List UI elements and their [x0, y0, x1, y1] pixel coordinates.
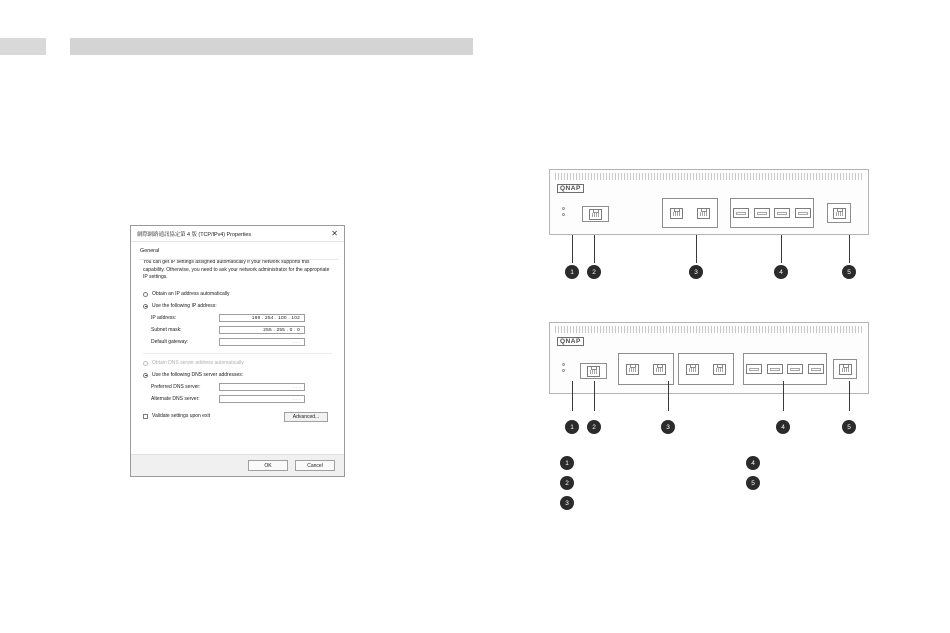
aux-port-group-top — [827, 203, 851, 223]
callout-bullet-top-4: 4 — [774, 265, 788, 279]
dialog-footer — [131, 454, 344, 476]
radio-manual-dns-label: Use the following DNS server addresses: — [152, 372, 244, 379]
callout-leader — [594, 235, 595, 263]
rj45-port-icon — [833, 208, 846, 219]
callout-bullet-bottom-1: 1 — [565, 420, 579, 434]
led-indicators-bottom — [562, 363, 572, 375]
rj45-port-group-bottom-a — [618, 353, 674, 385]
radio-auto-ip-icon[interactable] — [143, 292, 148, 297]
callout-bullet-top-3: 3 — [689, 265, 703, 279]
legend-bullet-5: 5 — [746, 476, 760, 490]
sfp-port-icon — [733, 208, 749, 218]
callout-bullet-top-2: 2 — [587, 265, 601, 279]
dialog-titlebar — [131, 226, 344, 242]
management-port-group-top — [582, 206, 609, 222]
radio-row-auto-dns[interactable] — [139, 359, 336, 368]
subnet-mask-label: Subnet mask: — [151, 327, 182, 334]
radio-row-manual-ip[interactable] — [139, 302, 336, 311]
ip-address-label: IP address: — [151, 315, 177, 322]
radio-row-manual-dns[interactable] — [139, 371, 336, 380]
callout-leader — [594, 381, 595, 411]
header-bar-left — [0, 38, 46, 55]
callout-bullet-bottom-4: 4 — [776, 420, 790, 434]
subnet-mask-input[interactable]: 255 . 255 . 0 . 0 — [219, 326, 305, 334]
alternate-dns-label: Alternate DNS server: — [151, 396, 200, 403]
sfp-port-icon — [774, 208, 790, 218]
ok-button[interactable]: OK — [248, 460, 288, 471]
sfp-port-icon — [767, 364, 783, 374]
radio-manual-ip-label: Use the following IP address: — [152, 303, 217, 310]
callout-leader — [572, 381, 573, 411]
radio-auto-ip-label: Obtain an IP address automatically — [152, 291, 230, 298]
sfp-port-icon — [795, 208, 811, 218]
callout-leader — [849, 381, 850, 411]
led-icon — [562, 363, 565, 366]
radio-row-auto-ip[interactable] — [139, 290, 336, 299]
callout-leader — [696, 235, 697, 263]
field-row-default-gateway — [139, 338, 336, 347]
preferred-dns-input[interactable]: . . . — [219, 383, 305, 391]
callout-leader — [572, 235, 573, 263]
brand-logo-bottom: QNAP — [557, 337, 584, 346]
legend-item-3 — [560, 496, 580, 510]
tab-general[interactable]: General — [140, 248, 160, 254]
cancel-button[interactable]: Cancel — [295, 460, 335, 471]
ip-address-input[interactable]: 169 . 254 . 100 . 102 — [219, 314, 305, 322]
sfp-port-icon — [787, 364, 803, 374]
radio-manual-ip-icon[interactable] — [143, 304, 148, 309]
legend-bullet-4: 4 — [746, 456, 760, 470]
callout-leader — [668, 381, 669, 411]
led-icon — [562, 207, 565, 210]
callout-leader — [781, 235, 782, 263]
rj45-port-icon — [589, 209, 602, 220]
legend-item-5 — [746, 476, 766, 490]
close-icon[interactable]: ✕ — [331, 228, 338, 238]
legend-item-1 — [560, 456, 580, 470]
callout-bullet-top-1: 1 — [565, 265, 579, 279]
rj45-port-icon — [626, 364, 639, 375]
rj45-port-icon — [686, 364, 699, 375]
check-row-validate — [139, 412, 336, 421]
legend-item-2 — [560, 476, 580, 490]
dialog-intro-text: You can get IP settings assigned automatically if your network supports this capability. Otherwise, you need to ask your network administrator for the appropriate IP settings. — [143, 259, 330, 281]
sfp-port-icon — [754, 208, 770, 218]
preferred-dns-label: Preferred DNS server: — [151, 384, 201, 391]
section-divider — [143, 353, 332, 354]
vent-grille — [555, 326, 863, 333]
dialog-body — [131, 242, 344, 421]
rj45-port-icon — [653, 364, 666, 375]
led-icon — [562, 369, 565, 372]
callout-bullet-bottom-3: 3 — [661, 420, 675, 434]
rj45-port-icon — [839, 364, 852, 375]
legend-item-4 — [746, 456, 766, 470]
callout-bullet-top-5: 5 — [842, 265, 856, 279]
callout-leader — [783, 381, 784, 411]
sfp-port-group-bottom — [743, 353, 827, 385]
callout-leader — [849, 235, 850, 263]
rj45-port-icon — [587, 366, 600, 377]
callout-bullet-bottom-2: 2 — [587, 420, 601, 434]
tab-divider — [139, 259, 338, 260]
default-gateway-label: Default gateway: — [151, 339, 189, 346]
field-row-ip-address — [139, 314, 336, 323]
default-gateway-input[interactable]: . . . — [219, 338, 305, 346]
validate-settings-label: Validate settings upon exit — [152, 413, 211, 420]
ipv4-properties-dialog — [130, 225, 345, 477]
management-port-group-bottom — [580, 363, 607, 379]
rj45-port-icon — [713, 364, 726, 375]
field-row-preferred-dns — [139, 383, 336, 392]
led-icon — [562, 213, 565, 216]
rj45-port-icon — [697, 208, 710, 219]
radio-manual-dns-icon[interactable] — [143, 373, 148, 378]
dialog-title: 網際網路通訊協定第 4 版 (TCP/IPv4) Properties — [137, 231, 252, 238]
radio-auto-dns-icon[interactable] — [143, 361, 148, 366]
validate-settings-checkbox[interactable] — [143, 414, 148, 419]
rj45-port-group-bottom-b — [678, 353, 734, 385]
vent-grille — [555, 173, 863, 180]
legend-bullet-1: 1 — [560, 456, 574, 470]
sfp-port-icon — [746, 364, 762, 374]
rj45-port-icon — [670, 208, 683, 219]
legend-bullet-2: 2 — [560, 476, 574, 490]
field-row-alternate-dns — [139, 395, 336, 404]
alternate-dns-input[interactable]: . . . — [219, 395, 305, 403]
header-bar-right — [70, 38, 473, 55]
sfp-port-icon — [808, 364, 824, 374]
device-rear-panel-top — [549, 169, 869, 235]
rj45-port-group-top — [662, 198, 718, 228]
radio-auto-dns-label: Obtain DNS server address automatically — [152, 360, 244, 367]
field-row-subnet-mask — [139, 326, 336, 335]
device-rear-panel-bottom — [549, 322, 869, 394]
sfp-port-group-top — [730, 198, 814, 228]
advanced-button[interactable]: Advanced... — [284, 412, 328, 422]
legend-bullet-3: 3 — [560, 496, 574, 510]
led-indicators-top — [562, 207, 572, 219]
aux-port-group-bottom — [833, 359, 857, 379]
brand-logo-top: QNAP — [557, 184, 584, 193]
callout-bullet-bottom-5: 5 — [842, 420, 856, 434]
